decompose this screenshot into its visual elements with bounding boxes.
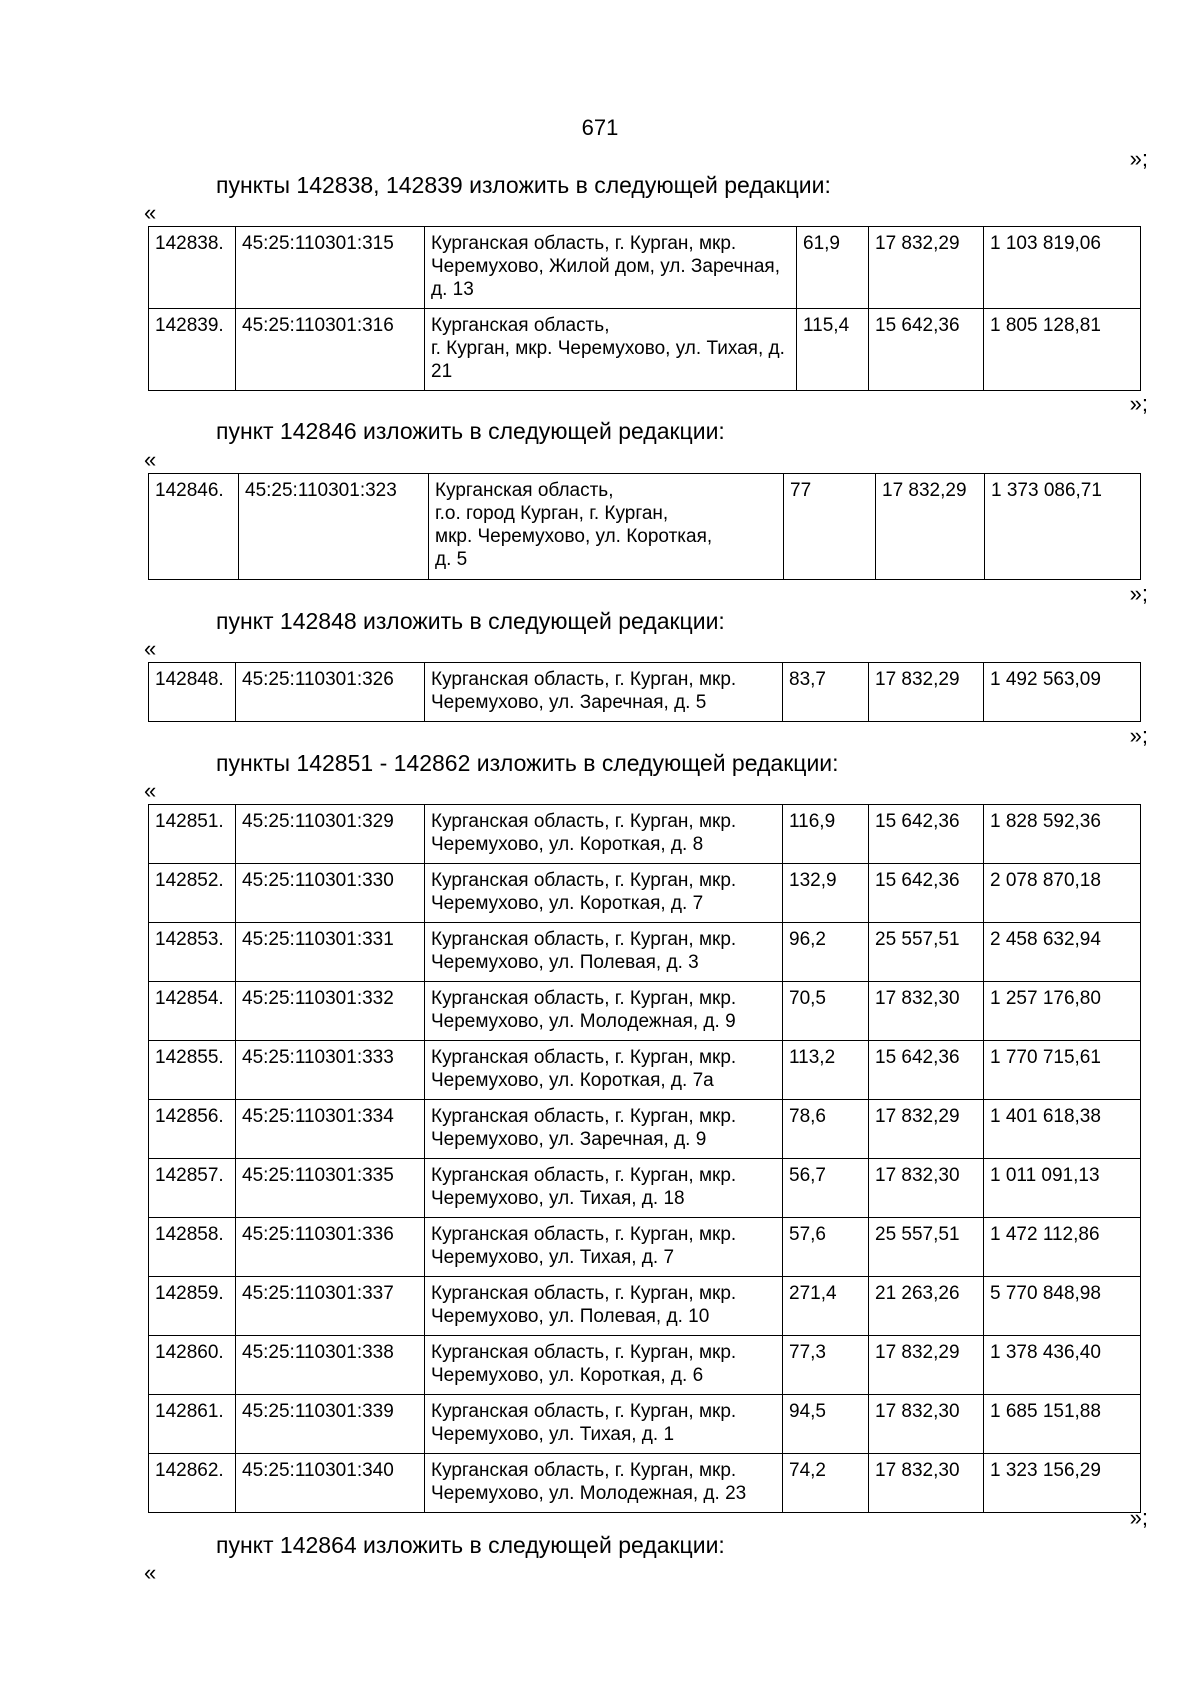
total-value-cell: 1 373 086,71	[985, 474, 1141, 580]
item-number-cell: 142851.	[149, 805, 236, 864]
address-cell: Курганская область, г. Курган, мкр. Черемухово, ул. Тихая, д. 7	[425, 1218, 783, 1277]
price-per-unit-cell: 17 832,30	[869, 982, 984, 1041]
cadastral-number-cell: 45:25:110301:336	[236, 1218, 425, 1277]
area-cell: 57,6	[783, 1218, 869, 1277]
table-row	[149, 1041, 1141, 1100]
table-row	[149, 474, 1141, 580]
area-cell: 132,9	[783, 864, 869, 923]
table-row	[149, 1336, 1141, 1395]
registry-table	[148, 662, 1141, 722]
total-value-cell: 1 103 819,06	[984, 227, 1141, 309]
address-cell: Курганская область, г. Курган, мкр. Черемухово, ул. Молодежная, д. 23	[425, 1454, 783, 1513]
price-per-unit-cell: 17 832,30	[869, 1159, 984, 1218]
cadastral-number-cell: 45:25:110301:339	[236, 1395, 425, 1454]
section-heading: пункты 142851 - 142862 изложить в следующей редакции:	[216, 750, 839, 776]
cadastral-number-cell: 45:25:110301:330	[236, 864, 425, 923]
area-cell: 271,4	[783, 1277, 869, 1336]
price-per-unit-cell: 25 557,51	[869, 923, 984, 982]
price-per-unit-cell: 17 832,29	[869, 227, 984, 309]
item-number-cell: 142857.	[149, 1159, 236, 1218]
area-cell: 78,6	[783, 1100, 869, 1159]
cadastral-number-cell: 45:25:110301:340	[236, 1454, 425, 1513]
item-number-cell: 142838.	[149, 227, 236, 309]
opening-quote: «	[144, 778, 157, 803]
area-cell: 74,2	[783, 1454, 869, 1513]
price-per-unit-cell: 25 557,51	[869, 1218, 984, 1277]
closing-quote: »;	[1129, 723, 1148, 748]
closing-quote: »;	[1129, 581, 1148, 606]
area-cell: 77	[784, 474, 876, 580]
total-value-cell: 1 828 592,36	[984, 805, 1141, 864]
price-per-unit-cell: 17 832,29	[869, 1100, 984, 1159]
item-number-cell: 142860.	[149, 1336, 236, 1395]
cadastral-number-cell: 45:25:110301:335	[236, 1159, 425, 1218]
cadastral-number-cell: 45:25:110301:331	[236, 923, 425, 982]
area-cell: 61,9	[797, 227, 869, 309]
area-cell: 113,2	[783, 1041, 869, 1100]
area-cell: 56,7	[783, 1159, 869, 1218]
item-number-cell: 142839.	[149, 309, 236, 391]
total-value-cell: 1 011 091,13	[984, 1159, 1141, 1218]
cadastral-number-cell: 45:25:110301:329	[236, 805, 425, 864]
cadastral-number-cell: 45:25:110301:315	[236, 227, 425, 309]
cadastral-number-cell: 45:25:110301:332	[236, 982, 425, 1041]
section-heading: пункт 142848 изложить в следующей редакции:	[216, 608, 725, 634]
item-number-cell: 142858.	[149, 1218, 236, 1277]
item-number-cell: 142846.	[149, 474, 239, 580]
total-value-cell: 1 805 128,81	[984, 309, 1141, 391]
item-number-cell: 142855.	[149, 1041, 236, 1100]
address-cell: Курганская область, г. Курган, мкр. Черемухово, ул. Короткая, д. 8	[425, 805, 783, 864]
table-row	[149, 1218, 1141, 1277]
address-cell: Курганская область, г. Курган, мкр. Черемухово, ул. Тихая, д. 18	[425, 1159, 783, 1218]
total-value-cell: 1 257 176,80	[984, 982, 1141, 1041]
opening-quote: «	[144, 636, 157, 661]
page-number: 671	[581, 115, 619, 140]
item-number-cell: 142848.	[149, 663, 236, 722]
cadastral-number-cell: 45:25:110301:316	[236, 309, 425, 391]
address-cell: Курганская область, г. Курган, мкр. Черемухово, ул. Короткая, д. 6	[425, 1336, 783, 1395]
address-cell: Курганская область, г. Курган, мкр. Черемухово, Жилой дом, ул. Заречная, д. 13	[425, 227, 797, 309]
total-value-cell: 1 472 112,86	[984, 1218, 1141, 1277]
area-cell: 70,5	[783, 982, 869, 1041]
price-per-unit-cell: 15 642,36	[869, 309, 984, 391]
area-cell: 77,3	[783, 1336, 869, 1395]
cadastral-number-cell: 45:25:110301:333	[236, 1041, 425, 1100]
table-row	[149, 805, 1141, 864]
table-row	[149, 923, 1141, 982]
section-heading: пункт 142864 изложить в следующей редакции:	[216, 1532, 725, 1558]
area-cell: 83,7	[783, 663, 869, 722]
table-row	[149, 1454, 1141, 1513]
total-value-cell: 1 378 436,40	[984, 1336, 1141, 1395]
opening-quote: «	[144, 1560, 157, 1585]
closing-quote: »;	[1129, 146, 1148, 171]
area-cell: 116,9	[783, 805, 869, 864]
address-cell: Курганская область, г. Курган, мкр. Черемухово, ул. Тихая, д. 1	[425, 1395, 783, 1454]
price-per-unit-cell: 15 642,36	[869, 805, 984, 864]
table-row	[149, 227, 1141, 309]
price-per-unit-cell: 17 832,30	[869, 1454, 984, 1513]
item-number-cell: 142853.	[149, 923, 236, 982]
closing-quote: »;	[1129, 1505, 1148, 1530]
opening-quote: «	[144, 200, 157, 225]
table-row	[149, 309, 1141, 391]
address-cell: Курганская область, г. Курган, мкр. Черемухово, ул. Полевая, д. 3	[425, 923, 783, 982]
total-value-cell: 1 401 618,38	[984, 1100, 1141, 1159]
cadastral-number-cell: 45:25:110301:334	[236, 1100, 425, 1159]
table-row	[149, 1277, 1141, 1336]
price-per-unit-cell: 15 642,36	[869, 1041, 984, 1100]
address-cell: Курганская область, г. Курган, мкр. Черемухово, ул. Молодежная, д. 9	[425, 982, 783, 1041]
total-value-cell: 1 770 715,61	[984, 1041, 1141, 1100]
total-value-cell: 1 685 151,88	[984, 1395, 1141, 1454]
section-heading: пункты 142838, 142839 изложить в следующей редакции:	[216, 172, 831, 198]
item-number-cell: 142862.	[149, 1454, 236, 1513]
address-cell: Курганская область, г.о. город Курган, г. Курган, мкр. Черемухово, ул. Короткая, д. 5	[429, 474, 784, 580]
price-per-unit-cell: 21 263,26	[869, 1277, 984, 1336]
address-cell: Курганская область, г. Курган, мкр. Черемухово, ул. Тихая, д. 21	[425, 309, 797, 391]
item-number-cell: 142859.	[149, 1277, 236, 1336]
price-per-unit-cell: 17 832,29	[876, 474, 985, 580]
address-cell: Курганская область, г. Курган, мкр. Черемухово, ул. Короткая, д. 7	[425, 864, 783, 923]
area-cell: 96,2	[783, 923, 869, 982]
table-row	[149, 1395, 1141, 1454]
address-cell: Курганская область, г. Курган, мкр. Черемухово, ул. Заречная, д. 9	[425, 1100, 783, 1159]
address-cell: Курганская область, г. Курган, мкр. Черемухово, ул. Полевая, д. 10	[425, 1277, 783, 1336]
area-cell: 94,5	[783, 1395, 869, 1454]
total-value-cell: 1 323 156,29	[984, 1454, 1141, 1513]
opening-quote: «	[144, 447, 157, 472]
total-value-cell: 1 492 563,09	[984, 663, 1141, 722]
total-value-cell: 5 770 848,98	[984, 1277, 1141, 1336]
cadastral-number-cell: 45:25:110301:338	[236, 1336, 425, 1395]
total-value-cell: 2 078 870,18	[984, 864, 1141, 923]
table-row	[149, 864, 1141, 923]
price-per-unit-cell: 17 832,30	[869, 1395, 984, 1454]
registry-table	[148, 226, 1141, 391]
table-row	[149, 663, 1141, 722]
table-row	[149, 982, 1141, 1041]
table-row	[149, 1159, 1141, 1218]
price-per-unit-cell: 17 832,29	[869, 663, 984, 722]
price-per-unit-cell: 15 642,36	[869, 864, 984, 923]
price-per-unit-cell: 17 832,29	[869, 1336, 984, 1395]
address-cell: Курганская область, г. Курган, мкр. Черемухово, ул. Заречная, д. 5	[425, 663, 783, 722]
total-value-cell: 2 458 632,94	[984, 923, 1141, 982]
item-number-cell: 142861.	[149, 1395, 236, 1454]
item-number-cell: 142856.	[149, 1100, 236, 1159]
cadastral-number-cell: 45:25:110301:323	[239, 474, 429, 580]
area-cell: 115,4	[797, 309, 869, 391]
table-row	[149, 1100, 1141, 1159]
item-number-cell: 142852.	[149, 864, 236, 923]
registry-table	[148, 473, 1141, 580]
registry-table	[148, 804, 1141, 1513]
closing-quote: »;	[1129, 391, 1148, 416]
cadastral-number-cell: 45:25:110301:337	[236, 1277, 425, 1336]
cadastral-number-cell: 45:25:110301:326	[236, 663, 425, 722]
item-number-cell: 142854.	[149, 982, 236, 1041]
section-heading: пункт 142846 изложить в следующей редакции:	[216, 418, 725, 444]
address-cell: Курганская область, г. Курган, мкр. Черемухово, ул. Короткая, д. 7а	[425, 1041, 783, 1100]
